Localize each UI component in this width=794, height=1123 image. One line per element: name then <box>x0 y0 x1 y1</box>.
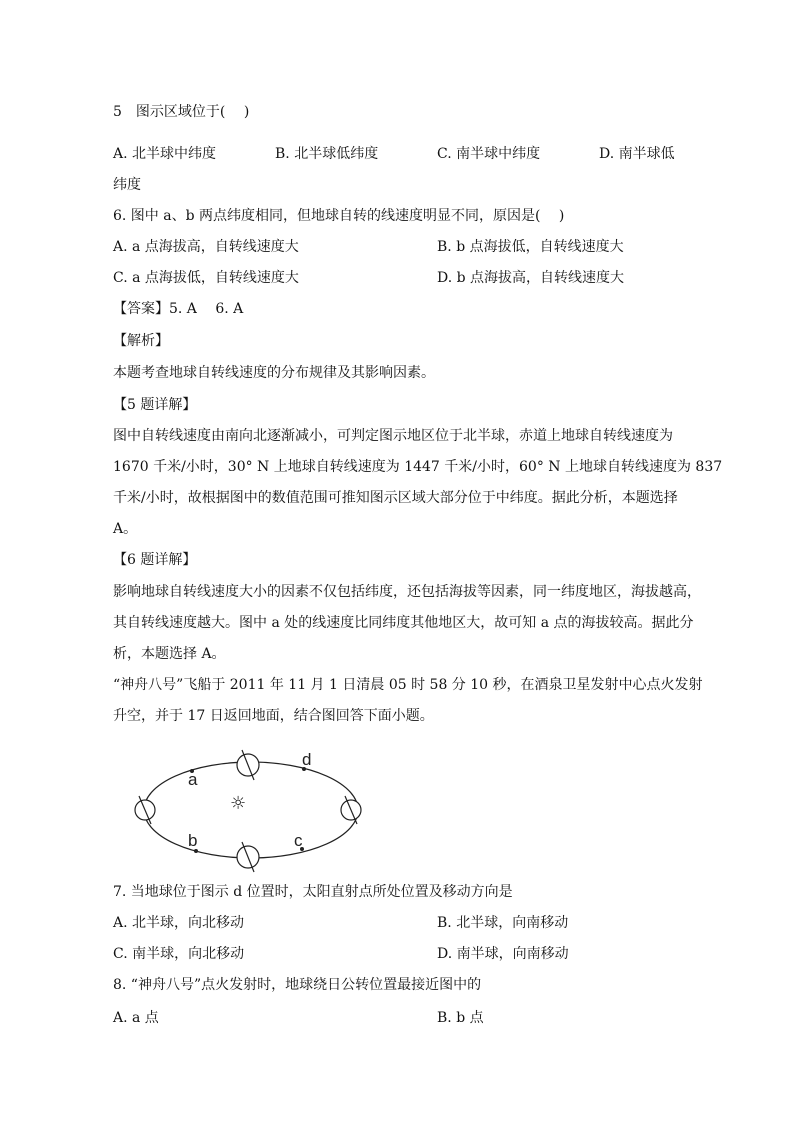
detail6-line-2: 其自转线速度越大。图中 a 处的线速度比同纬度其他地区大，故可知 a 点的海拔较高。据此分 <box>113 615 694 631</box>
detail5-title: 【5 题详解】 <box>113 397 197 413</box>
q6-option-c: C. a 点海拔低，自转线速度大 <box>113 270 299 286</box>
earth-left <box>135 796 155 824</box>
orbit-diagram <box>126 745 376 875</box>
detail5-line-4: A。 <box>113 521 138 537</box>
earth-right <box>341 796 361 824</box>
detail6-line-1: 影响地球自转线速度大小的因素不仅包括纬度，还包括海拔等因素，同一纬度地区，海拔越高， <box>113 584 701 600</box>
answer-line: 【答案】5. A 6. A <box>113 301 244 317</box>
q7-option-c: C. 南半球，向北移动 <box>113 946 245 962</box>
analysis-title: 【解析】 <box>113 333 169 349</box>
label-b: b <box>188 831 198 850</box>
q7-stem: 7. 当地球位于图示 d 位置时，太阳直射点所处位置及移动方向是 <box>113 884 513 900</box>
analysis-text: 本题考查地球自转线速度的分布规律及其影响因素。 <box>113 365 435 381</box>
q5-option-d: D. 南半球低 <box>599 146 675 162</box>
label-a: a <box>188 770 198 789</box>
detail6-title: 【6 题详解】 <box>113 552 197 568</box>
earth-bottom <box>237 842 259 872</box>
detail5-line-1: 图中自转线速度由南向北逐渐减小，可判定图示地区位于北半球，赤道上地球自转线速度为 <box>113 428 673 444</box>
q6-stem: 6. 图中 a、b 两点纬度相同，但地球自转的线速度明显不同，原因是( ) <box>113 208 565 224</box>
q8-stem: 8. “神舟八号”点火发射时，地球绕日公转位置最接近图中的 <box>113 977 482 993</box>
q6-option-a: A. a 点海拔高，自转线速度大 <box>113 239 299 255</box>
earth-top <box>237 750 259 780</box>
q8-option-a: A. a 点 <box>113 1010 159 1026</box>
q5-option-d-wrap: 纬度 <box>113 177 141 193</box>
label-c: c <box>294 831 303 850</box>
q6-option-d: D. b 点海拔高，自转线速度大 <box>437 270 625 286</box>
sun-icon: ☼ <box>230 793 247 814</box>
detail5-line-2: 1670 千米/小时，30° N 上地球自转线速度为 1447 千米/小时，60° N 上地球自转线速度为 837 <box>113 459 723 475</box>
orbit-ellipse <box>144 762 358 858</box>
q7-option-d: D. 南半球，向南移动 <box>437 946 569 962</box>
q5-stem: 5 图示区域位于( ) <box>113 104 250 120</box>
q8-option-b: B. b 点 <box>437 1010 484 1026</box>
q5-option-b: B. 北半球低纬度 <box>275 146 379 162</box>
label-d: d <box>302 750 312 769</box>
q7-option-a: A. 北半球，向北移动 <box>113 915 245 931</box>
detail6-line-3: 析，本题选择 A。 <box>113 646 226 662</box>
detail5-line-3: 千米/小时，故根据图中的数值范围可推知图示区域大部分位于中纬度。据此分析，本题选择 <box>113 490 678 506</box>
q6-option-b: B. b 点海拔低，自转线速度大 <box>437 239 624 255</box>
q5-option-a: A. 北半球中纬度 <box>113 146 217 162</box>
intro-line-1: “神舟八号”飞船于 2011 年 11 月 1 日清晨 05 时 58 分 10 秒，在酒泉卫星发射中心点火发射 <box>113 677 703 693</box>
q5-option-c: C. 南半球中纬度 <box>437 146 541 162</box>
intro-line-2: 升空，并于 17 日返回地面，结合图回答下面小题。 <box>113 708 434 724</box>
q7-option-b: B. 北半球，向南移动 <box>437 915 569 931</box>
